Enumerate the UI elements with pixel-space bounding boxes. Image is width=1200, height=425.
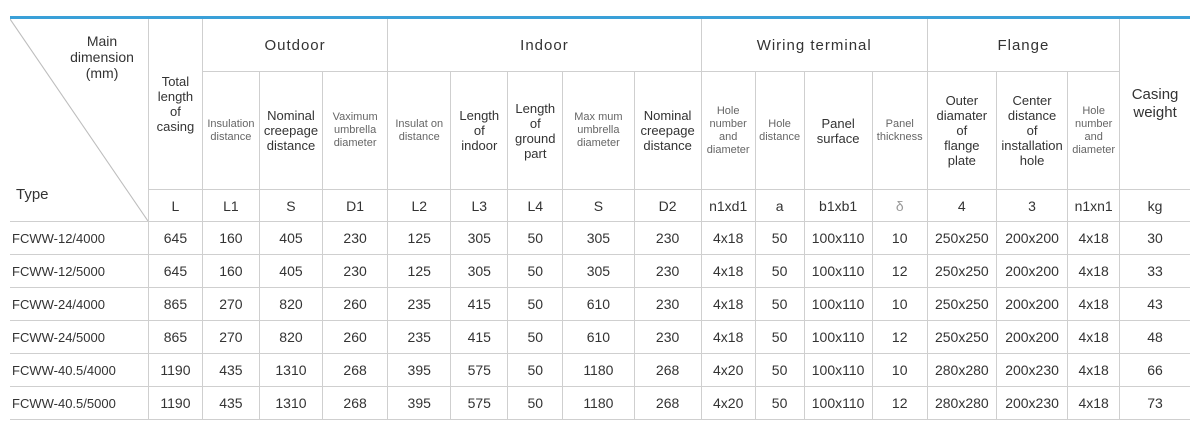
group-wiring-terminal: Wiring terminal: [701, 18, 927, 72]
type-cell: FCWW-12/5000: [10, 255, 148, 288]
wiring-hole-nd-header: Hole number and diameter: [701, 72, 755, 190]
symbol-cell: S: [563, 190, 634, 222]
table-body: [10, 222, 1190, 420]
value-cell: 820: [259, 321, 322, 354]
panel-surface-header: Panel surface: [804, 72, 872, 190]
value-cell: 100x110: [804, 387, 872, 420]
value-cell: 50: [508, 354, 563, 387]
value-cell: 100x110: [804, 222, 872, 255]
value-cell: 230: [634, 288, 701, 321]
symbol-cell: D1: [323, 190, 388, 222]
value-cell: 200x230: [996, 387, 1067, 420]
value-cell: 610: [563, 288, 634, 321]
symbol-cell: S: [259, 190, 322, 222]
value-cell: 4x20: [701, 354, 755, 387]
indoor-insulation-header: Insulat on distance: [388, 72, 451, 190]
value-cell: 395: [388, 354, 451, 387]
value-cell: 270: [202, 321, 259, 354]
value-cell: 200x200: [996, 321, 1067, 354]
wiring-hole-distance-header: Hole distance: [755, 72, 804, 190]
value-cell: 230: [323, 222, 388, 255]
type-cell: FCWW-24/5000: [10, 321, 148, 354]
value-cell: 200x200: [996, 288, 1067, 321]
symbol-cell: δ: [872, 190, 927, 222]
symbol-cell: L: [148, 190, 202, 222]
value-cell: 235: [388, 321, 451, 354]
table-row: [10, 321, 1190, 354]
value-cell: 4x18: [1068, 387, 1120, 420]
casing-weight-header: Casing weight: [1120, 18, 1190, 190]
value-cell: 100x110: [804, 354, 872, 387]
symbol-cell: a: [755, 190, 804, 222]
symbol-cell: b1xb1: [804, 190, 872, 222]
outdoor-umbrella-header: Vaximum umbrella diameter: [323, 72, 388, 190]
value-cell: 405: [259, 222, 322, 255]
value-cell: 4x20: [701, 387, 755, 420]
value-cell: 305: [451, 222, 508, 255]
value-cell: 268: [323, 387, 388, 420]
value-cell: 50: [508, 222, 563, 255]
value-cell: 4x18: [1068, 255, 1120, 288]
value-cell: 66: [1120, 354, 1190, 387]
value-cell: 260: [323, 321, 388, 354]
value-cell: 10: [872, 354, 927, 387]
total-length-header: Total length of casing: [148, 18, 202, 190]
value-cell: 50: [755, 387, 804, 420]
symbol-row: [10, 190, 1190, 222]
value-cell: 200x200: [996, 255, 1067, 288]
symbol-cell: L4: [508, 190, 563, 222]
symbol-cell: L1: [202, 190, 259, 222]
value-cell: 1190: [148, 387, 202, 420]
panel-thickness-header: Panel thickness: [872, 72, 927, 190]
value-cell: 280x280: [927, 354, 996, 387]
value-cell: 610: [563, 321, 634, 354]
value-cell: 4x18: [701, 255, 755, 288]
group-outdoor: Outdoor: [202, 18, 387, 72]
value-cell: 305: [563, 222, 634, 255]
type-label: Type: [16, 186, 49, 203]
symbol-cell: 3: [996, 190, 1067, 222]
value-cell: 100x110: [804, 321, 872, 354]
value-cell: 50: [755, 321, 804, 354]
value-cell: 435: [202, 354, 259, 387]
value-cell: 268: [634, 387, 701, 420]
value-cell: 435: [202, 387, 259, 420]
value-cell: 250x250: [927, 288, 996, 321]
value-cell: 100x110: [804, 288, 872, 321]
symbol-cell: n1xn1: [1068, 190, 1120, 222]
value-cell: 260: [323, 288, 388, 321]
main-dimension-label: Main dimension (mm): [70, 33, 134, 81]
value-cell: 230: [323, 255, 388, 288]
value-cell: 100x110: [804, 255, 872, 288]
value-cell: 230: [634, 222, 701, 255]
group-indoor: Indoor: [388, 18, 702, 72]
table-row: [10, 288, 1190, 321]
indoor-length-header: Length of indoor: [451, 72, 508, 190]
value-cell: 280x280: [927, 387, 996, 420]
value-cell: 645: [148, 222, 202, 255]
type-cell: FCWW-12/4000: [10, 222, 148, 255]
spec-table: [10, 16, 1190, 420]
value-cell: 48: [1120, 321, 1190, 354]
value-cell: 1180: [563, 354, 634, 387]
value-cell: 250x250: [927, 222, 996, 255]
outdoor-creepage-header: Nominal creepage distance: [259, 72, 322, 190]
type-cell: FCWW-24/4000: [10, 288, 148, 321]
value-cell: 4x18: [1068, 288, 1120, 321]
value-cell: 4x18: [701, 288, 755, 321]
value-cell: 305: [451, 255, 508, 288]
value-cell: 160: [202, 255, 259, 288]
value-cell: 250x250: [927, 321, 996, 354]
value-cell: 10: [872, 288, 927, 321]
symbol-cell: L3: [451, 190, 508, 222]
value-cell: 50: [508, 255, 563, 288]
value-cell: 270: [202, 288, 259, 321]
value-cell: 50: [755, 354, 804, 387]
value-cell: 235: [388, 288, 451, 321]
header-corner: [10, 18, 148, 222]
value-cell: 50: [755, 288, 804, 321]
value-cell: 1310: [259, 354, 322, 387]
flange-outer-header: Outer diamater of flange plate: [927, 72, 996, 190]
value-cell: 250x250: [927, 255, 996, 288]
value-cell: 125: [388, 255, 451, 288]
value-cell: 50: [508, 321, 563, 354]
value-cell: 4x18: [1068, 354, 1120, 387]
value-cell: 4x18: [701, 321, 755, 354]
value-cell: 575: [451, 354, 508, 387]
symbol-cell: D2: [634, 190, 701, 222]
value-cell: 200x230: [996, 354, 1067, 387]
value-cell: 12: [872, 321, 927, 354]
value-cell: 10: [872, 222, 927, 255]
value-cell: 268: [634, 354, 701, 387]
type-cell: FCWW-40.5/5000: [10, 387, 148, 420]
value-cell: 50: [508, 288, 563, 321]
value-cell: 395: [388, 387, 451, 420]
value-cell: 50: [755, 255, 804, 288]
value-cell: 50: [755, 222, 804, 255]
value-cell: 160: [202, 222, 259, 255]
value-cell: 1180: [563, 387, 634, 420]
flange-center-header: Center distance of installation hole: [996, 72, 1067, 190]
value-cell: 575: [451, 387, 508, 420]
group-flange: Flange: [927, 18, 1119, 72]
type-cell: FCWW-40.5/4000: [10, 354, 148, 387]
indoor-umbrella-header: Max mum umbrella diameter: [563, 72, 634, 190]
value-cell: 820: [259, 288, 322, 321]
table-row: [10, 387, 1190, 420]
value-cell: 43: [1120, 288, 1190, 321]
ground-length-header: Length of ground part: [508, 72, 563, 190]
value-cell: 4x18: [1068, 222, 1120, 255]
value-cell: 865: [148, 321, 202, 354]
value-cell: 230: [634, 321, 701, 354]
value-cell: 50: [508, 387, 563, 420]
symbol-cell: n1xd1: [701, 190, 755, 222]
value-cell: 645: [148, 255, 202, 288]
indoor-creepage-header: Nominal creepage distance: [634, 72, 701, 190]
value-cell: 33: [1120, 255, 1190, 288]
value-cell: 230: [634, 255, 701, 288]
table-row: [10, 255, 1190, 288]
value-cell: 200x200: [996, 222, 1067, 255]
value-cell: 415: [451, 321, 508, 354]
value-cell: 1310: [259, 387, 322, 420]
value-cell: 4x18: [1068, 321, 1120, 354]
symbol-cell: 4: [927, 190, 996, 222]
value-cell: 415: [451, 288, 508, 321]
value-cell: 305: [563, 255, 634, 288]
value-cell: 73: [1120, 387, 1190, 420]
value-cell: 125: [388, 222, 451, 255]
value-cell: 30: [1120, 222, 1190, 255]
table-row: [10, 354, 1190, 387]
symbol-cell: kg: [1120, 190, 1190, 222]
table-row: [10, 222, 1190, 255]
value-cell: 865: [148, 288, 202, 321]
flange-hole-nd-header: Hole number and diameter: [1068, 72, 1120, 190]
outdoor-insulation-header: Insulation distance: [202, 72, 259, 190]
value-cell: 12: [872, 387, 927, 420]
value-cell: 1190: [148, 354, 202, 387]
value-cell: 268: [323, 354, 388, 387]
value-cell: 4x18: [701, 222, 755, 255]
symbol-cell: L2: [388, 190, 451, 222]
value-cell: 12: [872, 255, 927, 288]
value-cell: 405: [259, 255, 322, 288]
